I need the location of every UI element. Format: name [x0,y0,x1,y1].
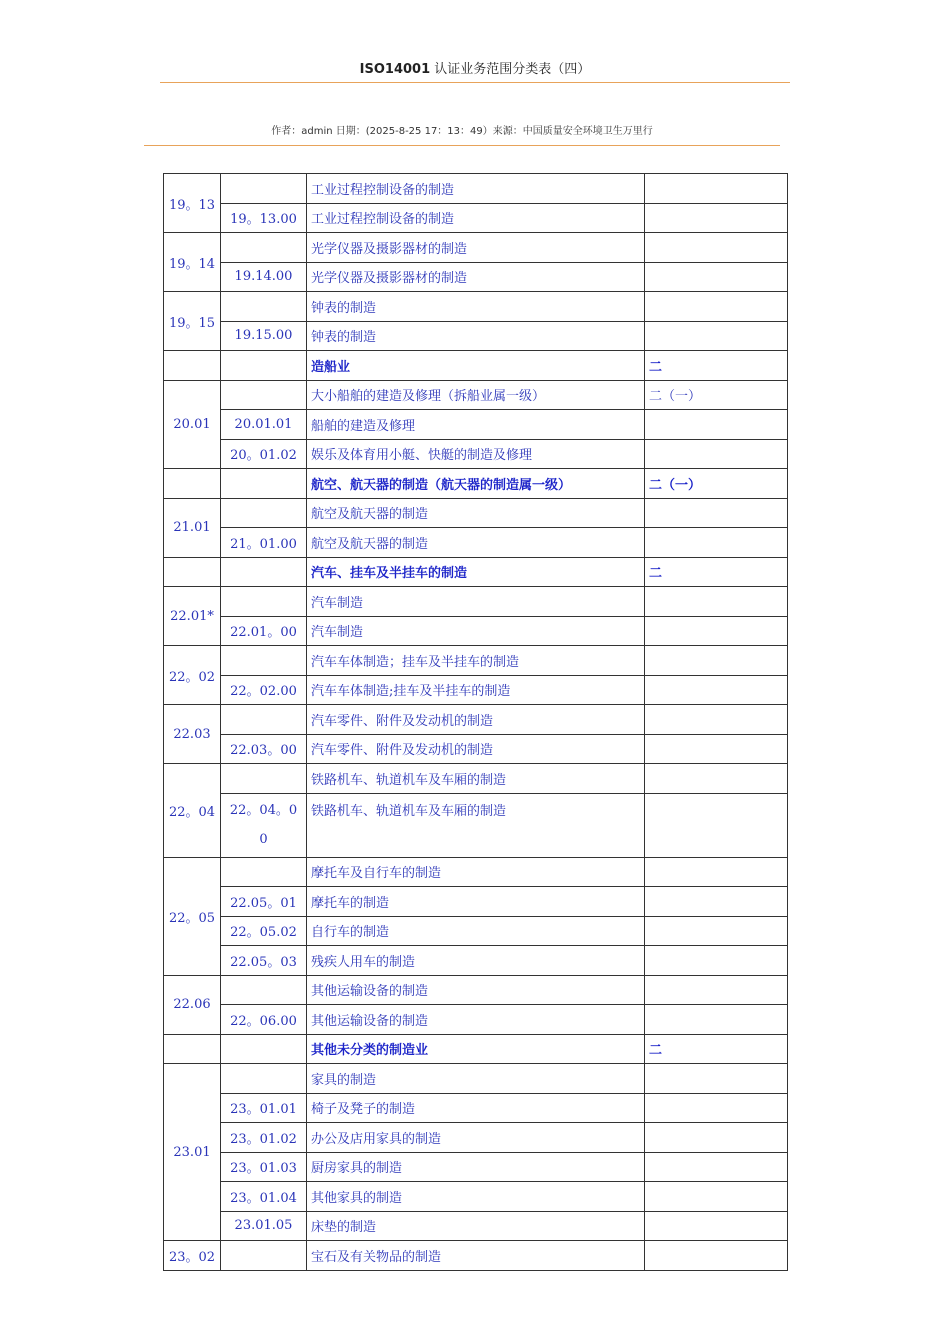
section-header-row [164,351,788,381]
risk-level [645,916,788,946]
risk-level [645,616,788,646]
sub-code: 22.03。00 [221,734,307,764]
item-name: 其他家具的制造 [307,1182,645,1212]
sub-code: 19.14.00 [221,262,307,292]
sub-code: 22.05。03 [221,946,307,976]
page-title [160,58,790,77]
table-row [164,321,788,351]
risk-level [645,1211,788,1241]
sub-code [221,498,307,528]
risk-level: 二 [645,351,788,381]
sub-code [221,705,307,735]
table-row [164,916,788,946]
category-code: 22.06 [164,975,221,1034]
sub-code [221,587,307,617]
category-code: 22。04 [164,764,221,858]
risk-level [645,439,788,469]
table-row [164,233,788,263]
risk-level [645,1152,788,1182]
item-name: 办公及店用家具的制造 [307,1123,645,1153]
item-name: 船舶的建造及修理 [307,410,645,440]
sub-code: 22。04。0 0 [221,793,307,857]
item-name: 汽车零件、附件及发动机的制造 [307,705,645,735]
sub-code [221,380,307,410]
risk-level [645,292,788,322]
table-row [164,857,788,887]
item-name: 汽车制造 [307,616,645,646]
risk-level [645,705,788,735]
sub-code [221,292,307,322]
item-name: 航空及航天器的制造 [307,528,645,558]
category-code: 22.03 [164,705,221,764]
section-header-row [164,557,788,587]
risk-level [645,1005,788,1035]
risk-level [645,734,788,764]
risk-level [645,174,788,204]
risk-level: 二（一） [645,380,788,410]
sub-code: 23.01.05 [221,1211,307,1241]
table-row [164,705,788,735]
table-row [164,793,788,857]
table-row [164,1152,788,1182]
page-title-rest: 认证业务范围分类表（四） [434,62,591,77]
sub-code: 20.01.01 [221,410,307,440]
sub-code: 19。13.00 [221,203,307,233]
sub-code: 22。05.02 [221,916,307,946]
section-name: 汽车、挂车及半挂车的制造 [307,557,645,587]
table-row [164,528,788,558]
risk-level [645,410,788,440]
risk-level [645,1241,788,1271]
item-name: 汽车制造 [307,587,645,617]
page-title-bold: ISO14001 [359,62,431,77]
risk-level [645,1182,788,1212]
item-name: 自行车的制造 [307,916,645,946]
sub-code [221,174,307,204]
item-name: 其他运输设备的制造 [307,975,645,1005]
risk-level [645,764,788,794]
item-name: 宝石及有关物品的制造 [307,1241,645,1271]
title-divider [160,82,790,83]
risk-level: 二 [645,1034,788,1064]
sub-code: 23。01.01 [221,1093,307,1123]
item-name: 厨房家具的制造 [307,1152,645,1182]
table-row [164,498,788,528]
item-name: 娱乐及体育用小艇、快艇的制造及修理 [307,439,645,469]
item-name: 残疾人用车的制造 [307,946,645,976]
meta-divider [144,145,780,146]
risk-level [645,975,788,1005]
table-row [164,1123,788,1153]
risk-level [645,793,788,857]
category-code: 19。14 [164,233,221,292]
table-row [164,675,788,705]
risk-level [645,528,788,558]
item-name: 光学仪器及摄影器材的制造 [307,262,645,292]
table-row [164,764,788,794]
risk-level [645,675,788,705]
risk-level [645,233,788,263]
category-code [164,351,221,381]
section-name: 造船业 [307,351,645,381]
sub-code [221,469,307,499]
category-code [164,469,221,499]
sub-code [221,1034,307,1064]
category-code: 19。13 [164,174,221,233]
risk-level [645,857,788,887]
item-name: 摩托车及自行车的制造 [307,857,645,887]
sub-code: 23。01.04 [221,1182,307,1212]
table-row [164,1241,788,1271]
table-row [164,262,788,292]
sub-code: 23。01.02 [221,1123,307,1153]
sub-code: 22。02.00 [221,675,307,705]
item-name: 工业过程控制设备的制造 [307,203,645,233]
risk-level [645,1093,788,1123]
item-name: 工业过程控制设备的制造 [307,174,645,204]
sub-code [221,975,307,1005]
sub-code: 23。01.03 [221,1152,307,1182]
risk-level: 二 [645,557,788,587]
sub-code [221,764,307,794]
item-name: 铁路机车、轨道机车及车厢的制造 [307,764,645,794]
sub-code [221,1064,307,1094]
sub-code [221,646,307,676]
item-name: 钟表的制造 [307,292,645,322]
table-row [164,616,788,646]
category-code: 20.01 [164,380,221,469]
table-row [164,887,788,917]
table-row [164,646,788,676]
table-row [164,587,788,617]
scope-table [163,173,788,1271]
risk-level [645,887,788,917]
item-name: 床垫的制造 [307,1211,645,1241]
table-row [164,292,788,322]
item-name: 铁路机车、轨道机车及车厢的制造 [307,793,645,857]
risk-level: 二（一） [645,469,788,499]
item-name: 其他运输设备的制造 [307,1005,645,1035]
category-code: 19。15 [164,292,221,351]
item-name: 汽车车体制造;挂车及半挂车的制造 [307,675,645,705]
table-row [164,1211,788,1241]
category-code: 22.01* [164,587,221,646]
risk-level [645,1123,788,1153]
risk-level [645,1064,788,1094]
risk-level [645,262,788,292]
category-code [164,557,221,587]
item-name: 光学仪器及摄影器材的制造 [307,233,645,263]
item-name: 汽车车体制造；挂车及半挂车的制造 [307,646,645,676]
table-row [164,975,788,1005]
section-header-row [164,469,788,499]
table-row [164,380,788,410]
article-meta: 作者：admin 日期：(2025-8-25 17：13：49）来源：中国质量安全环境卫生万里行 [271,126,653,137]
item-name: 大小船舶的建造及修理（拆船业属一级） [307,380,645,410]
table-row [164,1182,788,1212]
item-name: 钟表的制造 [307,321,645,351]
sub-code [221,233,307,263]
category-code: 22。05 [164,857,221,975]
item-name: 汽车零件、附件及发动机的制造 [307,734,645,764]
category-code: 22。02 [164,646,221,705]
sub-code: 19.15.00 [221,321,307,351]
sub-code [221,351,307,381]
sub-code [221,1241,307,1271]
table-row [164,1064,788,1094]
sub-code: 22.01。00 [221,616,307,646]
table-row [164,734,788,764]
section-header-row [164,1034,788,1064]
sub-code [221,557,307,587]
risk-level [645,203,788,233]
section-name: 其他未分类的制造业 [307,1034,645,1064]
item-name: 家具的制造 [307,1064,645,1094]
table-row [164,1005,788,1035]
risk-level [645,498,788,528]
section-name: 航空、航天器的制造（航天器的制造属一级） [307,469,645,499]
sub-code [221,857,307,887]
category-code: 23.01 [164,1064,221,1241]
risk-level [645,646,788,676]
category-code: 23。02 [164,1241,221,1271]
item-name: 摩托车的制造 [307,887,645,917]
risk-level [645,946,788,976]
item-name: 椅子及凳子的制造 [307,1093,645,1123]
risk-level [645,587,788,617]
table-row [164,946,788,976]
risk-level [645,321,788,351]
table-row [164,174,788,204]
table-row [164,1093,788,1123]
table-row [164,203,788,233]
sub-code: 20。01.02 [221,439,307,469]
sub-code: 22。06.00 [221,1005,307,1035]
sub-code: 22.05。01 [221,887,307,917]
sub-code: 21。01.00 [221,528,307,558]
item-name: 航空及航天器的制造 [307,498,645,528]
category-code: 21.01 [164,498,221,557]
table-row [164,410,788,440]
table-row [164,439,788,469]
category-code [164,1034,221,1064]
